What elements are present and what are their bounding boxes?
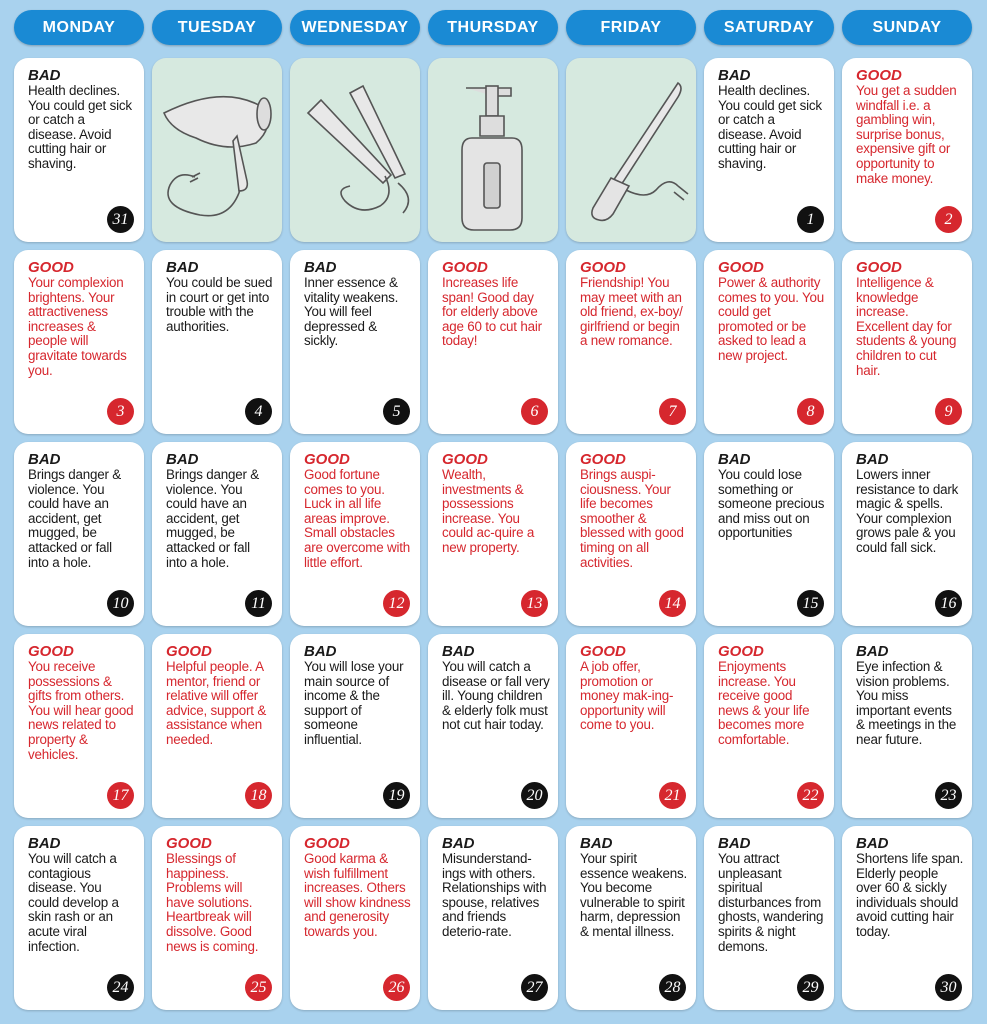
day-cell-23 [842,634,972,818]
day-status: GOOD [304,451,350,468]
day-description: Health declines. You could get sick or catch a disease. Avoid cutting hair or shaving. [718,83,822,171]
day-cell-30 [842,826,972,1010]
day-description: Good fortune comes to you. Luck in all life areas improve. Small obstacles are overcome with little effort. [304,467,411,570]
date-number-badge: 23 [935,782,962,809]
date-number-badge: 21 [659,782,686,809]
day-status: BAD [442,643,475,660]
day-description: Brings danger & violence. You could have an accident, get mugged, be attacked or fall into a hole. [166,467,260,570]
day-status: BAD [28,67,61,84]
day-status: BAD [28,451,61,468]
day-cell-29 [704,826,834,1010]
day-status: GOOD [304,835,350,852]
day-status: BAD [580,835,613,852]
day-cell-6 [428,250,558,434]
day-status: GOOD [580,259,626,276]
day-status: GOOD [580,643,626,660]
day-description: Misunderstand-ings with others. Relationships with spouse, relatives and friends deterio-rate. [442,851,547,939]
day-cell-12 [290,442,420,626]
day-status: BAD [718,835,751,852]
day-headers [14,10,974,45]
date-number-badge: 28 [659,974,686,1001]
header-tuesday: TUESDAY [152,10,282,45]
day-cell-22 [704,634,834,818]
date-number-badge: 11 [245,590,272,617]
day-description: Shortens life span. Elderly people over 60 & sickly individuals should avoid cutting hair today. [856,851,964,939]
day-status: GOOD [718,643,764,660]
date-number-badge: 15 [797,590,824,617]
day-status: BAD [856,835,889,852]
day-status: BAD [442,835,475,852]
day-status: GOOD [580,451,626,468]
day-status: BAD [718,451,751,468]
day-cell-24 [14,826,144,1010]
header-wednesday: WEDNESDAY [290,10,420,45]
day-cell-15 [704,442,834,626]
date-number-badge: 2 [935,206,962,233]
day-description: You attract unpleasant spiritual disturbances from ghosts, wandering spirits & night demons. [718,851,824,954]
day-description: You will catch a contagious disease. You could develop a skin rash or an acute viral infection. [28,851,119,954]
illustration-cell [290,58,420,242]
day-description: Eye infection & vision problems. You miss important events & meetings in the near future. [856,659,957,747]
day-description: You will lose your main source of income & the support of someone influential. [304,659,404,747]
day-status: BAD [304,643,337,660]
day-cell-18 [152,634,282,818]
day-cell-4 [152,250,282,434]
day-cell-28 [566,826,696,1010]
day-status: BAD [718,67,751,84]
day-description: Power & authority comes to you. You could get promoted or be asked to lead a new project. [718,275,825,363]
day-cell-2 [842,58,972,242]
day-cell-1 [704,58,834,242]
date-number-badge: 17 [107,782,134,809]
day-status: GOOD [442,259,488,276]
header-sunday: SUNDAY [842,10,972,45]
day-description: Good karma & wish fulfillment increases. Others will show kindness and generosity towards you. [304,851,411,939]
day-description: Inner essence & vitality weakens. You will feel depressed & sickly. [304,275,399,349]
date-number-badge: 1 [797,206,824,233]
day-cell-16 [842,442,972,626]
date-number-badge: 6 [521,398,548,425]
date-number-badge: 4 [245,398,272,425]
date-number-badge: 29 [797,974,824,1001]
header-monday: MONDAY [14,10,144,45]
header-friday: FRIDAY [566,10,696,45]
day-cell-31 [14,58,144,242]
day-description: You get a sudden windfall i.e. a gambling win, surprise bonus, expensive gift or opportunity to make money. [856,83,957,186]
day-status: GOOD [442,451,488,468]
day-cell-17 [14,634,144,818]
date-number-badge: 14 [659,590,686,617]
date-number-badge: 8 [797,398,824,425]
day-cell-27 [428,826,558,1010]
day-status: GOOD [856,67,902,84]
day-description: A job offer, promotion or money mak-ing-opportunity will come to you. [580,659,674,733]
day-description: You could lose something or someone precious and miss out on opportunities [718,467,825,541]
day-description: Helpful people. A mentor, friend or relative will offer advice, support & assistance when needed. [166,659,267,747]
day-description: Your complexion brightens. Your attractiveness increases & people will gravitate towards you. [28,275,127,378]
illustration-cell [566,58,696,242]
day-description: Wealth, investments & possessions increase. You could ac-quire a new property. [442,467,535,555]
day-cell-21 [566,634,696,818]
day-cell-3 [14,250,144,434]
date-number-badge: 10 [107,590,134,617]
day-status: BAD [166,451,199,468]
day-status: GOOD [718,259,764,276]
day-cell-20 [428,634,558,818]
date-number-badge: 13 [521,590,548,617]
day-description: You will catch a disease or fall very ill. Young children & elderly folk must not cut hair today. [442,659,550,733]
header-saturday: SATURDAY [704,10,834,45]
day-cell-26 [290,826,420,1010]
day-cell-25 [152,826,282,1010]
day-status: BAD [304,259,337,276]
date-number-badge: 27 [521,974,548,1001]
day-status: GOOD [856,259,902,276]
day-description: Intelligence & knowledge increase. Excellent day for students & young children to cut hair. [856,275,957,378]
day-description: Lowers inner resistance to dark magic & spells. Your complexion grows pale & you could fall sick. [856,467,959,555]
day-description: You receive possessions & gifts from others. You will hear good news related to property & vehicles. [28,659,134,762]
day-status: BAD [28,835,61,852]
illustration-cell [152,58,282,242]
date-number-badge: 16 [935,590,962,617]
day-cell-13 [428,442,558,626]
date-number-badge: 20 [521,782,548,809]
date-number-badge: 9 [935,398,962,425]
day-status: BAD [856,643,889,660]
day-description: Brings danger & violence. You could have an accident, get mugged, be attacked or fall into a hole. [28,467,122,570]
day-cell-9 [842,250,972,434]
day-description: Increases life span! Good day for elderly above age 60 to cut hair today! [442,275,542,349]
date-number-badge: 12 [383,590,410,617]
day-cell-14 [566,442,696,626]
day-status: BAD [856,451,889,468]
day-description: Friendship! You may meet with an old friend, ex-boy/ girlfriend or begin a new romance. [580,275,683,349]
date-number-badge: 26 [383,974,410,1001]
date-number-badge: 18 [245,782,272,809]
day-status: GOOD [166,643,212,660]
day-status: GOOD [166,835,212,852]
date-number-badge: 19 [383,782,410,809]
day-cell-5 [290,250,420,434]
date-number-badge: 3 [107,398,134,425]
day-description: You could be sued in court or get into trouble with the authorities. [166,275,273,334]
day-description: Enjoyments increase. You receive good news & your life becomes more comfortable. [718,659,810,747]
day-cell-19 [290,634,420,818]
date-number-badge: 22 [797,782,824,809]
date-number-badge: 7 [659,398,686,425]
date-number-badge: 31 [107,206,134,233]
date-number-badge: 30 [935,974,962,1001]
day-status: GOOD [28,643,74,660]
illustration-cell [428,58,558,242]
day-cell-11 [152,442,282,626]
header-thursday: THURSDAY [428,10,558,45]
day-cell-10 [14,442,144,626]
day-description: Blessings of happiness. Problems will have solutions. Heartbreak will dissolve. Good news is coming. [166,851,259,954]
date-number-badge: 24 [107,974,134,1001]
day-cell-7 [566,250,696,434]
day-description: Brings auspi-ciousness. Your life becomes smoother & blessed with good timing on all activities. [580,467,684,570]
day-description: Your spirit essence weakens. You become vulnerable to spirit harm, depression & mental illness. [580,851,687,939]
date-number-badge: 25 [245,974,272,1001]
date-number-badge: 5 [383,398,410,425]
day-description: Health declines. You could get sick or catch a disease. Avoid cutting hair or shaving. [28,83,132,171]
day-status: GOOD [28,259,74,276]
day-status: BAD [166,259,199,276]
day-cell-8 [704,250,834,434]
